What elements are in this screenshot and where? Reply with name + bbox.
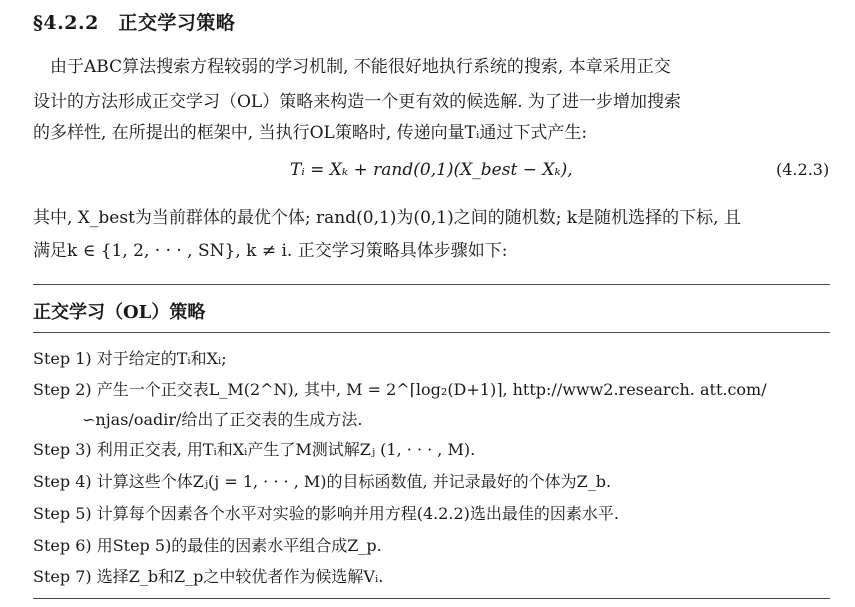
- box-title: 正交学习（OL）策略: [33, 302, 206, 323]
- equation: Tᵢ = Xₖ + rand(0,1)(X_best − Xₖ),: [290, 160, 573, 180]
- step-4: Step 4) 计算这些个体Zⱼ(j = 1, · · · , M)的目标函数值, 并记录最好的个体为Z_b.: [33, 472, 612, 491]
- intro-line-1: 由于ABC算法搜索方程较弱的学习机制, 不能很好地执行系统的搜索, 本章采用正交: [33, 57, 671, 77]
- after-line-2: 满足k ∈ {1, 2, · · · , SN}, k ≠ i. 正交学习策略具体步骤如下:: [33, 241, 508, 261]
- section-heading: §4.2.2 正交学习策略: [33, 12, 236, 34]
- box-top-rule: [33, 284, 830, 285]
- step-3: Step 3) 利用正交表, 用Tᵢ和Xᵢ产生了M测试解Zⱼ (1, · · · , M).: [33, 440, 476, 459]
- step-7: Step 7) 选择Z_b和Z_p之中较优者作为候选解Vᵢ.: [33, 567, 384, 586]
- step-5: Step 5) 计算每个因素各个水平对实验的影响并用方程(4.2.2)选出最佳的因素水平.: [33, 504, 619, 523]
- step-2: Step 2) 产生一个正交表L_M(2^N), 其中, M = 2^⌈log₂(D+1)⌉, http://www2.research. att.com/: [33, 380, 767, 399]
- step-2-continued: ∽njas/oadir/给出了正交表的生成方法.: [82, 410, 363, 429]
- after-line-1: 其中, X_best为当前群体的最优个体; rand(0,1)为(0,1)之间的随机数; k是随机选择的下标, 且: [33, 208, 741, 228]
- box-bottom-rule: [33, 598, 830, 599]
- step-1: Step 1) 对于给定的Tᵢ和Xᵢ;: [33, 349, 227, 368]
- box-title-rule: [33, 332, 830, 333]
- intro-line-3: 的多样性, 在所提出的框架中, 当执行OL策略时, 传递向量Tᵢ通过下式产生:: [33, 123, 588, 143]
- step-6: Step 6) 用Step 5)的最佳的因素水平组合成Z_p.: [33, 536, 382, 555]
- equation-number: (4.2.3): [776, 160, 830, 179]
- intro-line-2: 设计的方法形成正交学习（OL）策略来构造一个更有效的候选解. 为了进一步增加搜索: [33, 92, 682, 112]
